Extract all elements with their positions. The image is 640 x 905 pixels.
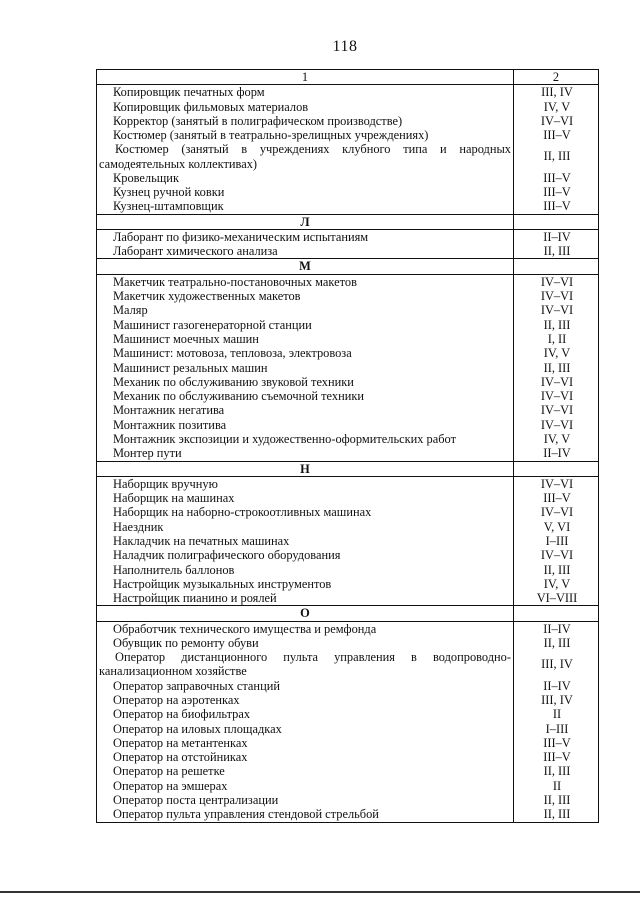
table-row	[97, 446, 599, 461]
table-row	[97, 128, 599, 142]
table-row	[97, 318, 599, 332]
profession-name: Макетчик театрально-постановочных макетов	[97, 274, 514, 289]
table-row	[97, 764, 599, 778]
table-row	[97, 346, 599, 360]
column-header-1: 1	[97, 70, 514, 85]
column-header-2: 2	[514, 70, 599, 85]
section-letter: М	[97, 259, 514, 274]
section-header-row	[97, 259, 599, 274]
grade-range: III–V	[514, 750, 599, 764]
grade-range: II, III	[514, 563, 599, 577]
grade-range: III, IV	[514, 85, 599, 100]
table-row	[97, 650, 599, 678]
grade-range: II, III	[514, 807, 599, 822]
grade-range: III–V	[514, 171, 599, 185]
table-row	[97, 403, 599, 417]
grade-range: II, III	[514, 793, 599, 807]
profession-name: Оператор на иловых площадках	[97, 722, 514, 736]
professions-table	[96, 69, 599, 823]
profession-name: Кузнец ручной ковки	[97, 185, 514, 199]
table-row	[97, 360, 599, 374]
section-header-row	[97, 461, 599, 476]
profession-name: Оператор на биофильтрах	[97, 707, 514, 721]
table-row	[97, 114, 599, 128]
table-row	[97, 289, 599, 303]
profession-name: Наборщик вручную	[97, 476, 514, 491]
table-row	[97, 577, 599, 591]
grade-range: IV–VI	[514, 375, 599, 389]
profession-name: Кровельщик	[97, 171, 514, 185]
table-row	[97, 563, 599, 577]
grade-range: III–V	[514, 185, 599, 199]
table-row	[97, 779, 599, 793]
grade-range: IV–VI	[514, 418, 599, 432]
table-row	[97, 707, 599, 721]
page-number: 118	[332, 38, 358, 55]
profession-name: Наполнитель баллонов	[97, 563, 514, 577]
profession-name: Оператор на метантенках	[97, 736, 514, 750]
table-row	[97, 332, 599, 346]
grade-range: I, II	[514, 332, 599, 346]
profession-name: Костюмер (занятый в учреждениях клубного типа и народных самодеятельных коллективах)	[97, 142, 514, 170]
table-row	[97, 229, 599, 244]
table-row	[97, 171, 599, 185]
table-row	[97, 736, 599, 750]
profession-name: Оператор заправочных станций	[97, 679, 514, 693]
grade-range: IV, V	[514, 100, 599, 114]
grade-range: IV, V	[514, 432, 599, 446]
grade-range: II, III	[514, 764, 599, 778]
profession-name: Маляр	[97, 303, 514, 317]
profession-name: Монтер пути	[97, 446, 514, 461]
grade-range: II, III	[514, 360, 599, 374]
profession-name: Механик по обслуживанию съемочной техники	[97, 389, 514, 403]
profession-name: Лаборант по физико-механическим испытаниям	[97, 229, 514, 244]
grade-range: VI–VIII	[514, 591, 599, 606]
profession-name: Машинист: мотовоза, тепловоза, электровоза	[97, 346, 514, 360]
profession-name: Наездник	[97, 520, 514, 534]
grade-range: II, III	[514, 244, 599, 259]
grade-range: IV–VI	[514, 505, 599, 519]
profession-name: Оператор на отстойниках	[97, 750, 514, 764]
table-row	[97, 199, 599, 214]
profession-name: Машинист моечных машин	[97, 332, 514, 346]
grade-range: IV–VI	[514, 389, 599, 403]
profession-name: Наборщик на наборно-строкоотливных машинах	[97, 505, 514, 519]
table-row	[97, 244, 599, 259]
table-row	[97, 185, 599, 199]
table-row	[97, 750, 599, 764]
table-row	[97, 375, 599, 389]
table-row	[97, 389, 599, 403]
table-row	[97, 505, 599, 519]
table-row	[97, 100, 599, 114]
grade-range: IV–VI	[514, 403, 599, 417]
grade-range: I–III	[514, 722, 599, 736]
table-row	[97, 491, 599, 505]
profession-name: Оператор на решетке	[97, 764, 514, 778]
table-row	[97, 807, 599, 822]
table-body	[97, 70, 599, 823]
profession-name: Оператор на аэротенках	[97, 693, 514, 707]
profession-name: Копировщик печатных форм	[97, 85, 514, 100]
profession-name: Оператор на эмшерах	[97, 779, 514, 793]
grade-range: II	[514, 707, 599, 721]
scan-bottom-rule	[0, 891, 640, 893]
table-row	[97, 679, 599, 693]
grade-range: III–V	[514, 128, 599, 142]
profession-name: Оператор пульта управления стендовой стрельбой	[97, 807, 514, 822]
profession-name: Наладчик полиграфического оборудования	[97, 548, 514, 562]
grade-range: IV–VI	[514, 303, 599, 317]
profession-name: Макетчик художественных макетов	[97, 289, 514, 303]
section-empty-cell	[514, 606, 599, 621]
profession-name: Монтажник негатива	[97, 403, 514, 417]
grade-range: II–IV	[514, 679, 599, 693]
grade-range: II, III	[514, 142, 599, 170]
table-row	[97, 303, 599, 317]
table-row	[97, 591, 599, 606]
table-row	[97, 520, 599, 534]
section-empty-cell	[514, 214, 599, 229]
grade-range: V, VI	[514, 520, 599, 534]
section-header-row	[97, 606, 599, 621]
profession-name: Оператор поста централизации	[97, 793, 514, 807]
grade-range: III–V	[514, 736, 599, 750]
grade-range: II–IV	[514, 621, 599, 636]
profession-name: Копировщик фильмовых материалов	[97, 100, 514, 114]
section-header-row	[97, 214, 599, 229]
table-header-row	[97, 70, 599, 85]
profession-name: Кузнец-штамповщик	[97, 199, 514, 214]
table-row	[97, 621, 599, 636]
profession-name: Оператор дистанционного пульта управления в водопроводно-канализационном хозяйстве	[97, 650, 514, 678]
grade-range: II–IV	[514, 446, 599, 461]
profession-name: Обувщик по ремонту обуви	[97, 636, 514, 650]
profession-name: Наборщик на машинах	[97, 491, 514, 505]
grade-range: I–III	[514, 534, 599, 548]
profession-name: Машинист резальных машин	[97, 360, 514, 374]
grade-range: III–V	[514, 199, 599, 214]
table-row	[97, 418, 599, 432]
profession-name: Механик по обслуживанию звуковой техники	[97, 375, 514, 389]
table-row	[97, 432, 599, 446]
table-row	[97, 476, 599, 491]
grade-range: IV–VI	[514, 476, 599, 491]
profession-name: Обработчик технического имущества и ремфонда	[97, 621, 514, 636]
profession-name: Машинист газогенераторной станции	[97, 318, 514, 332]
section-letter: О	[97, 606, 514, 621]
section-letter: Н	[97, 461, 514, 476]
profession-name: Монтажник позитива	[97, 418, 514, 432]
grade-range: III, IV	[514, 650, 599, 678]
table-row	[97, 142, 599, 170]
table-row	[97, 274, 599, 289]
section-empty-cell	[514, 461, 599, 476]
grade-range: IV–VI	[514, 274, 599, 289]
table-row	[97, 722, 599, 736]
section-letter: Л	[97, 214, 514, 229]
table-row	[97, 85, 599, 100]
profession-name: Монтажник экспозиции и художественно-оформительских работ	[97, 432, 514, 446]
grade-range: IV–VI	[514, 114, 599, 128]
grade-range: II	[514, 779, 599, 793]
profession-name: Костюмер (занятый в театрально-зрелищных учреждениях)	[97, 128, 514, 142]
grade-range: II, III	[514, 636, 599, 650]
grade-range: II–IV	[514, 229, 599, 244]
grade-range: IV, V	[514, 346, 599, 360]
table-row	[97, 534, 599, 548]
grade-range: II, III	[514, 318, 599, 332]
table-row	[97, 693, 599, 707]
profession-name: Настройщик музыкальных инструментов	[97, 577, 514, 591]
table-row	[97, 793, 599, 807]
grade-range: IV–VI	[514, 289, 599, 303]
table-row	[97, 548, 599, 562]
grade-range: IV–VI	[514, 548, 599, 562]
grade-range: IV, V	[514, 577, 599, 591]
profession-name: Корректор (занятый в полиграфическом производстве)	[97, 114, 514, 128]
profession-name: Настройщик пианино и роялей	[97, 591, 514, 606]
section-empty-cell	[514, 259, 599, 274]
profession-name: Лаборант химического анализа	[97, 244, 514, 259]
grade-range: III, IV	[514, 693, 599, 707]
table-row	[97, 636, 599, 650]
profession-name: Накладчик на печатных машинах	[97, 534, 514, 548]
grade-range: III–V	[514, 491, 599, 505]
